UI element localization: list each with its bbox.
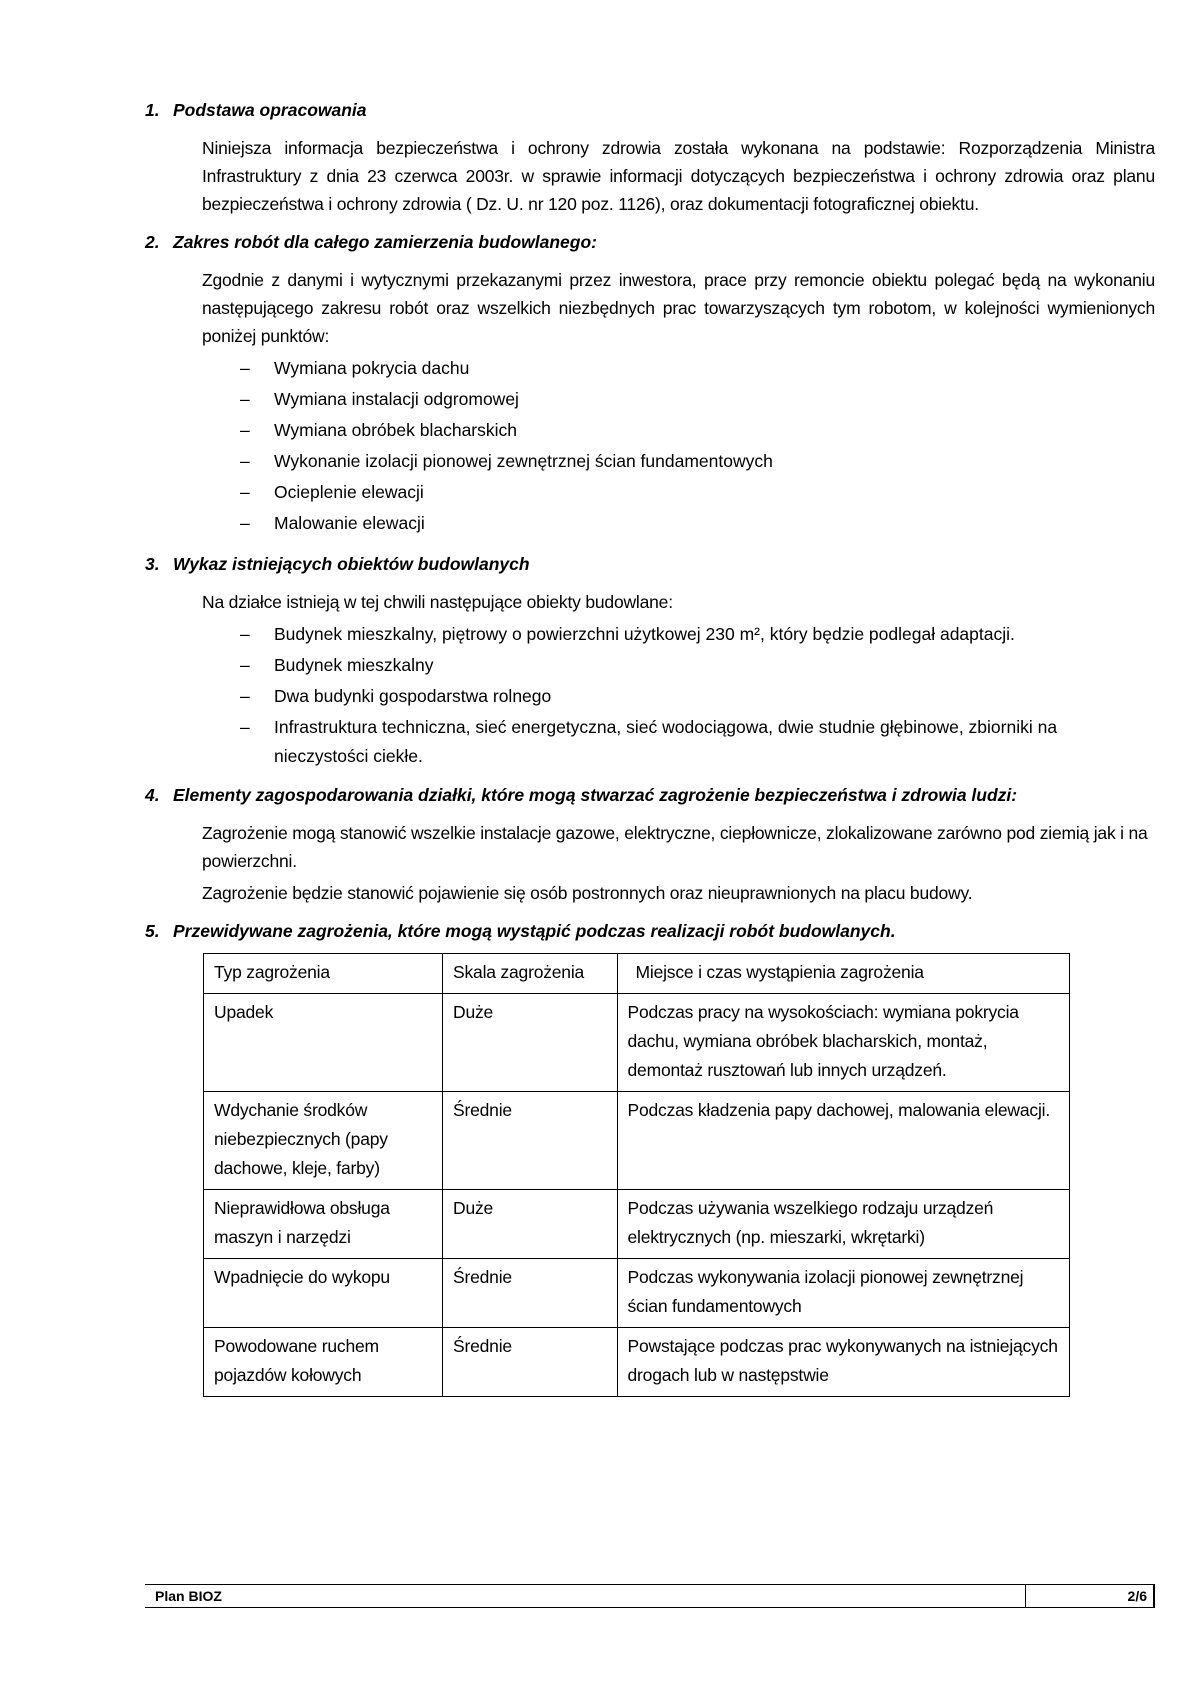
table-cell: Podczas pracy na wysokościach: wymiana pokrycia dachu, wymiana obróbek blacharskich, montaż, demontaż rusztowań lub innych urządzeń. xyxy=(617,994,1070,1092)
section-number: 4. xyxy=(145,785,160,805)
section-title: Podstawa opracowania xyxy=(173,100,367,120)
page-footer xyxy=(145,1584,1155,1608)
section-heading-1 xyxy=(145,96,1155,124)
table-row xyxy=(204,994,1070,1092)
list-item: – Infrastruktura techniczna, sieć energetyczna, sieć wodociągowa, dwie studnie głębinowe, zbiorniki na nieczystości ciekłe. xyxy=(202,713,1155,771)
table-cell: Powstające podczas prac wykonywanych na istniejących drogach lub w następstwie xyxy=(617,1328,1070,1397)
section-number: 3. xyxy=(145,554,160,574)
section-paragraph: Zagrożenie mogą stanowić wszelkie instalacje gazowe, elektryczne, ciepłownicze, zlokalizowane zarówno pod ziemią jak i na powierzchni. xyxy=(202,823,1148,871)
table-header-cell: Typ zagrożenia xyxy=(204,954,443,994)
dash-bullet: – xyxy=(240,389,250,409)
list-item: – Ocieplenie elewacji xyxy=(202,478,1155,509)
table-cell: Duże xyxy=(443,1190,617,1259)
dash-bullet: – xyxy=(240,482,250,502)
dash-bullet: – xyxy=(240,686,250,706)
table-cell: Średnie xyxy=(443,1328,617,1397)
dash-bullet: – xyxy=(240,420,250,440)
table-cell: Upadek xyxy=(204,994,443,1092)
dash-bullet: – xyxy=(240,451,250,471)
list-item: – Wykonanie izolacji pionowej zewnętrznej ścian fundamentowych xyxy=(202,447,1155,478)
table-header-cell: Miejsce i czas wystąpienia zagrożenia xyxy=(617,954,1070,994)
dash-bullet: – xyxy=(240,513,250,533)
section-paragraph: Na działce istnieją w tej chwili następujące obiekty budowlane: xyxy=(202,592,673,612)
table-row xyxy=(204,1328,1070,1397)
table-row xyxy=(204,1259,1070,1328)
document-content xyxy=(145,96,1155,1397)
list-item: – Budynek mieszkalny xyxy=(202,651,1155,682)
section-heading-2 xyxy=(145,228,1155,256)
dash-bullet: – xyxy=(240,655,250,675)
section-paragraph: Zagrożenie będzie stanowić pojawienie się osób postronnych oraz nieuprawnionych na placu budowy. xyxy=(202,883,973,903)
section-title: Wykaz istniejących obiektów budowlanych xyxy=(173,554,530,574)
table-cell: Wpadnięcie do wykopu xyxy=(204,1259,443,1328)
dash-bullet: – xyxy=(240,358,250,378)
section-title: Zakres robót dla całego zamierzenia budowlanego: xyxy=(173,232,597,252)
list-item: – Wymiana pokrycia dachu xyxy=(202,354,1155,385)
existing-buildings-list xyxy=(202,620,1155,771)
footer-document-title: Plan BIOZ xyxy=(155,1588,222,1604)
list-item: – Malowanie elewacji xyxy=(202,509,1155,540)
section-paragraph: Zgodnie z danymi i wytycznymi przekazanymi przez inwestora, prace przy remoncie obiektu polegać będą na wykonaniu następującego zakresu robót oraz wszelkich niezbędnych prac towarzyszących tym robotom, w kolejności wymienionych poniżej punktów: xyxy=(202,270,1155,346)
section-number: 2. xyxy=(145,232,160,252)
list-item: – Wymiana instalacji odgromowej xyxy=(202,385,1155,416)
table-row xyxy=(204,1092,1070,1190)
dash-bullet: – xyxy=(240,624,250,644)
section-heading-4 xyxy=(145,781,1155,809)
dash-bullet: – xyxy=(240,717,250,737)
table-cell: Podczas kładzenia papy dachowej, malowania elewacji. xyxy=(617,1092,1070,1190)
section-paragraph: Niniejsza informacja bezpieczeństwa i ochrony zdrowia została wykonana na podstawie: Rozporządzenia Ministra Infrastruktury z dnia 23 czerwca 2003r. w sprawie informacji dotyczących bezpieczeństwa i ochrony zdrowia oraz planu bezpieczeństwa i ochrony zdrowia ( Dz. U. nr 120 poz. 1126), oraz dokumentacji fotograficznej obiektu. xyxy=(202,138,1155,214)
table-cell: Podczas wykonywania izolacji pionowej zewnętrznej ścian fundamentowych xyxy=(617,1259,1070,1328)
table-cell: Podczas używania wszelkiego rodzaju urządzeń elektrycznych (np. mieszarki, wkrętarki) xyxy=(617,1190,1070,1259)
table-header-cell: Skala zagrożenia xyxy=(443,954,617,994)
section-heading-3 xyxy=(145,550,1155,578)
list-item: – Dwa budynki gospodarstwa rolnego xyxy=(202,682,1155,713)
table-cell: Nieprawidłowa obsługa maszyn i narzędzi xyxy=(204,1190,443,1259)
section-number: 5. xyxy=(145,921,160,941)
threats-table xyxy=(203,953,1070,1397)
footer-page-number: 2/6 xyxy=(1025,1585,1155,1607)
section-title: Przewidywane zagrożenia, które mogą wystąpić podczas realizacji robót budowlanych. xyxy=(173,921,896,941)
list-item: – Wymiana obróbek blacharskich xyxy=(202,416,1155,447)
table-cell: Wdychanie środków niebezpiecznych (papy dachowe, kleje, farby) xyxy=(204,1092,443,1190)
table-cell: Duże xyxy=(443,994,617,1092)
table-row xyxy=(204,1190,1070,1259)
list-item: – Budynek mieszkalny, piętrowy o powierzchni użytkowej 230 m², który będzie podlegał adaptacji. xyxy=(202,620,1155,651)
table-cell: Średnie xyxy=(443,1092,617,1190)
section-title: Elementy zagospodarowania działki, które mogą stwarzać zagrożenie bezpieczeństwa i zdrowia ludzi: xyxy=(173,785,1018,805)
table-cell: Średnie xyxy=(443,1259,617,1328)
table-header-row xyxy=(204,954,1070,994)
section-number: 1. xyxy=(145,100,160,120)
work-scope-list xyxy=(202,354,1155,540)
table-cell: Powodowane ruchem pojazdów kołowych xyxy=(204,1328,443,1397)
section-heading-5 xyxy=(145,917,1155,945)
